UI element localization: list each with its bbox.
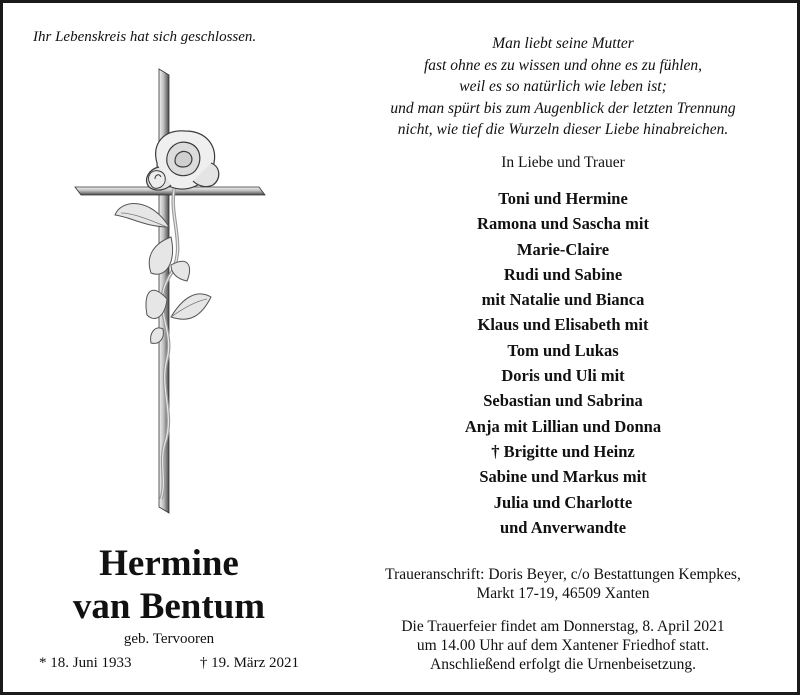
- service-line: um 14.00 Uhr auf dem Xantener Friedhof statt.: [416, 637, 710, 654]
- mourners-list: [333, 186, 793, 540]
- service-line: Die Trauerfeier findet am Donnerstag, 8. April 2021: [401, 618, 725, 635]
- poem: [333, 33, 793, 141]
- birth-date: * 18. Juni 1933: [39, 655, 132, 671]
- mourner-line: Julia und Charlotte: [493, 492, 633, 512]
- address-line: Traueranschrift: Doris Beyer, c/o Bestattungen Kempkes,: [385, 566, 741, 583]
- mourner-line: Marie-Claire: [516, 239, 610, 259]
- deceased-first-name: Hermine: [99, 543, 239, 584]
- mourner-line: Sebastian und Sabrina: [483, 391, 643, 411]
- poem-line: fast ohne es zu wissen und ohne es zu fühlen,: [423, 56, 703, 74]
- funeral-service-info: [333, 617, 793, 674]
- birth-name: geb. Tervooren: [123, 631, 215, 647]
- mourner-line: und Anverwandte: [499, 517, 627, 537]
- mourning-address: [333, 565, 793, 603]
- address-line: Markt 17-19, 46509 Xanten: [476, 585, 650, 602]
- mourner-line: Ramona und Sascha mit: [477, 214, 649, 234]
- poem-line: weil es so natürlich wie leben ist;: [459, 78, 667, 95]
- trauer-line: In Liebe und Trauer: [501, 154, 625, 171]
- mourner-line: Toni und Hermine: [498, 189, 628, 208]
- cross-with-rose-icon: [71, 67, 267, 515]
- poem-line: und man spürt bis zum Augenblick der letzten Trennung: [390, 99, 736, 117]
- life-dates: [39, 655, 299, 672]
- motto: Ihr Lebenskreis hat sich geschlossen.: [33, 29, 257, 45]
- mourner-line: Doris und Uli mit: [501, 366, 625, 386]
- mourner-line: Rudi und Sabine: [503, 264, 623, 284]
- mourner-line: Anja mit Lillian und Donna: [464, 416, 662, 436]
- mourner-line: † Brigitte und Heinz: [491, 441, 635, 461]
- mourner-line: Klaus und Elisabeth mit: [477, 315, 649, 335]
- poem-line: nicht, wie tief die Wurzeln dieser Liebe hinabreichen.: [397, 121, 729, 138]
- mourner-line: Sabine und Markus mit: [479, 467, 647, 487]
- poem-line: Man liebt seine Mutter: [492, 35, 634, 52]
- death-date: † 19. März 2021: [199, 655, 299, 671]
- mourner-line: Tom und Lukas: [507, 340, 619, 360]
- mourner-line: mit Natalie und Bianca: [481, 290, 645, 310]
- service-line: Anschließend erfolgt die Urnenbeisetzung.: [430, 656, 696, 673]
- deceased-last-name: van Bentum: [72, 586, 266, 627]
